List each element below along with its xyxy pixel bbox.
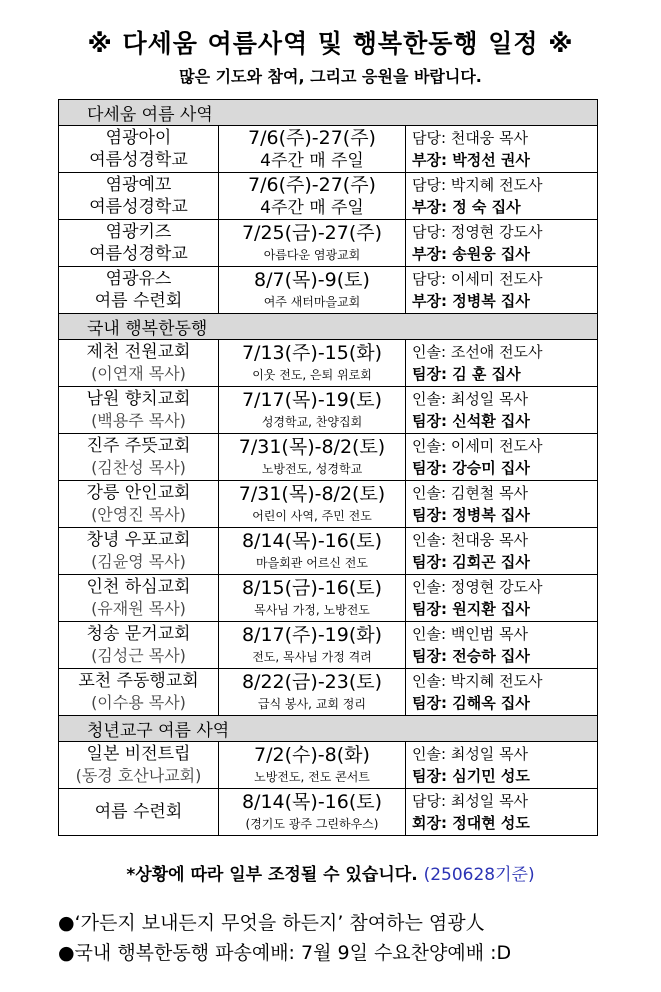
staff-leader-value: 이세미 전도사 bbox=[450, 437, 543, 455]
staff-head-value: 송원웅 집사 bbox=[452, 245, 530, 263]
event-date-cell bbox=[219, 669, 406, 716]
event-staff-cell bbox=[406, 669, 598, 716]
event-date: 8/15(금)-16(토) bbox=[241, 576, 383, 599]
event-staff-cell bbox=[406, 622, 598, 669]
staff-leader-value: 최성일 목사 bbox=[450, 745, 529, 763]
staff-head-label: 팀장: bbox=[412, 600, 447, 618]
staff-leader-label: 인솔: bbox=[412, 437, 447, 455]
section-header: 다세움 여름 사역 bbox=[59, 100, 598, 126]
event-date-cell bbox=[219, 789, 406, 836]
staff-leader bbox=[412, 670, 597, 692]
staff-leader-value: 박지혜 전도사 bbox=[450, 176, 543, 194]
event-date-cell bbox=[219, 173, 406, 220]
event-name: 인천 하심교회 bbox=[86, 577, 191, 597]
event-name-cell bbox=[59, 387, 219, 434]
event-name-cell bbox=[59, 434, 219, 481]
event-date: 8/7(목)-9(토) bbox=[254, 268, 370, 291]
staff-leader-label: 인솔: bbox=[412, 745, 447, 763]
section-header-row bbox=[59, 100, 598, 126]
staff-head bbox=[412, 363, 597, 385]
event-date-cell bbox=[219, 575, 406, 622]
staff-leader-label: 담당: bbox=[412, 129, 447, 147]
staff-head-value: 원지환 집사 bbox=[452, 600, 530, 618]
event-name-cell bbox=[59, 481, 219, 528]
schedule-table bbox=[58, 99, 598, 836]
staff-leader-label: 담당: bbox=[412, 176, 447, 194]
staff-head-value: 김 훈 집사 bbox=[452, 365, 521, 383]
staff-head-label: 부장: bbox=[412, 245, 447, 263]
event-subname: 여름 수련회 bbox=[94, 291, 183, 311]
event-name-cell bbox=[59, 528, 219, 575]
event-date: 7/25(금)-27(주) bbox=[241, 221, 383, 244]
staff-head-label: 팀장: bbox=[412, 694, 447, 712]
event-name-cell bbox=[59, 267, 219, 314]
event-subname: (이수용 목사) bbox=[91, 693, 186, 712]
staff-head bbox=[412, 149, 597, 171]
table-row bbox=[59, 173, 598, 220]
event-subname: 여름성경학교 bbox=[89, 150, 188, 170]
staff-head-label: 팀장: bbox=[412, 767, 447, 785]
event-subname: 여름성경학교 bbox=[89, 197, 188, 217]
staff-leader-value: 정영현 강도사 bbox=[450, 223, 543, 241]
table-row bbox=[59, 340, 598, 387]
event-name-cell bbox=[59, 575, 219, 622]
staff-leader bbox=[412, 623, 597, 645]
staff-leader-value: 정영현 강도사 bbox=[450, 578, 543, 596]
event-date: 7/31(목)-8/2(토) bbox=[238, 435, 386, 458]
event-detail: 4주간 매 주일 bbox=[260, 150, 364, 171]
event-date-cell bbox=[219, 340, 406, 387]
event-detail: 마을회관 어르신 전도 bbox=[256, 555, 368, 570]
event-date: 7/6(주)-27(주) bbox=[248, 126, 376, 149]
staff-head bbox=[412, 457, 597, 479]
event-detail: 어린이 사역, 주민 전도 bbox=[252, 508, 372, 523]
staff-leader-label: 인솔: bbox=[412, 672, 447, 690]
staff-head-value: 박정선 권사 bbox=[452, 151, 530, 169]
staff-leader-value: 조선애 전도사 bbox=[450, 343, 543, 361]
event-detail: 이웃 전도, 은퇴 위로회 bbox=[252, 367, 372, 382]
staff-head-label: 팀장: bbox=[412, 553, 447, 571]
staff-leader bbox=[412, 268, 597, 290]
event-subname: (안영진 목사) bbox=[91, 505, 186, 524]
staff-leader bbox=[412, 576, 597, 598]
staff-head-value: 신석환 집사 bbox=[452, 412, 530, 430]
bullet-sending-service: ●국내 행복한동행 파송예배: 7월 9일 수요찬양예배 :D bbox=[58, 942, 512, 964]
page-subtitle: 많은 기도와 참여, 그리고 응원을 바랍니다. bbox=[179, 67, 482, 86]
staff-head-value: 김해옥 집사 bbox=[452, 694, 530, 712]
event-name: 여름 수련회 bbox=[94, 802, 183, 822]
staff-leader-label: 인솔: bbox=[412, 343, 447, 361]
staff-head bbox=[412, 598, 597, 620]
event-detail: 목사님 가정, 노방전도 bbox=[254, 602, 370, 617]
event-date-cell bbox=[219, 126, 406, 173]
event-name: 포천 주동행교회 bbox=[78, 671, 199, 691]
section-header-row bbox=[59, 716, 598, 742]
staff-leader-label: 인솔: bbox=[412, 578, 447, 596]
table-row bbox=[59, 434, 598, 481]
event-staff-cell bbox=[406, 789, 598, 836]
event-subname: (이연재 목사) bbox=[91, 364, 186, 383]
event-staff-cell bbox=[406, 575, 598, 622]
staff-head bbox=[412, 504, 597, 526]
staff-leader-value: 천대웅 목사 bbox=[450, 531, 529, 549]
staff-leader-value: 최성일 목사 bbox=[450, 390, 529, 408]
staff-head bbox=[412, 692, 597, 714]
staff-head bbox=[412, 812, 597, 834]
event-date: 7/31(목)-8/2(토) bbox=[238, 482, 386, 505]
event-staff-cell bbox=[406, 173, 598, 220]
footnote bbox=[0, 860, 661, 885]
staff-head-value: 정대현 성도 bbox=[452, 814, 530, 832]
staff-leader-label: 담당: bbox=[412, 223, 447, 241]
staff-leader-value: 박지혜 전도사 bbox=[450, 672, 543, 690]
event-detail: 급식 봉사, 교회 정리 bbox=[258, 696, 366, 711]
event-date-cell bbox=[219, 220, 406, 267]
event-date-cell bbox=[219, 434, 406, 481]
section-header-row bbox=[59, 314, 598, 340]
event-name: 일본 비전트립 bbox=[86, 744, 191, 764]
table-row bbox=[59, 742, 598, 789]
event-date: 7/6(주)-27(주) bbox=[248, 173, 376, 196]
staff-leader-value: 최성일 목사 bbox=[450, 792, 529, 810]
staff-head-label: 팀장: bbox=[412, 365, 447, 383]
staff-leader-value: 천대웅 목사 bbox=[450, 129, 529, 147]
event-date-cell bbox=[219, 267, 406, 314]
staff-leader-label: 담당: bbox=[412, 270, 447, 288]
staff-leader bbox=[412, 174, 597, 196]
footnote-date-stamp: (250628기준) bbox=[423, 865, 535, 885]
staff-head bbox=[412, 551, 597, 573]
staff-leader bbox=[412, 221, 597, 243]
staff-leader bbox=[412, 743, 597, 765]
event-detail: 전도, 목사님 가정 격려 bbox=[252, 649, 372, 664]
event-name-cell bbox=[59, 220, 219, 267]
event-staff-cell bbox=[406, 220, 598, 267]
staff-head-value: 강승미 집사 bbox=[452, 459, 530, 477]
event-subname: (김찬성 목사) bbox=[91, 458, 186, 477]
table-row bbox=[59, 622, 598, 669]
event-subname: (유재원 목사) bbox=[91, 599, 186, 618]
event-detail: (경기도 광주 그린하우스) bbox=[245, 816, 379, 831]
event-name-cell bbox=[59, 340, 219, 387]
event-detail: 여주 새터마을교회 bbox=[263, 294, 361, 309]
table-row bbox=[59, 575, 598, 622]
event-date-cell bbox=[219, 622, 406, 669]
event-subname: (백용주 목사) bbox=[91, 411, 186, 430]
event-staff-cell bbox=[406, 267, 598, 314]
staff-leader-label: 인솔: bbox=[412, 531, 447, 549]
event-name-cell bbox=[59, 669, 219, 716]
staff-leader-label: 인솔: bbox=[412, 625, 447, 643]
event-name-cell bbox=[59, 126, 219, 173]
event-detail: 성경학교, 찬양집회 bbox=[261, 414, 363, 429]
staff-head-value: 심기민 성도 bbox=[452, 767, 530, 785]
event-subname: (김성근 목사) bbox=[91, 646, 186, 665]
staff-head-label: 회장: bbox=[412, 814, 447, 832]
event-name: 염광예꼬 bbox=[105, 175, 172, 195]
table-row bbox=[59, 126, 598, 173]
staff-head bbox=[412, 765, 597, 787]
staff-head-value: 김회곤 집사 bbox=[452, 553, 530, 571]
event-name: 강릉 안인교회 bbox=[86, 483, 191, 503]
event-name: 청송 문거교회 bbox=[86, 624, 191, 644]
staff-leader-value: 김현철 목사 bbox=[450, 484, 529, 502]
event-name: 염광아이 bbox=[105, 128, 172, 148]
event-name-cell bbox=[59, 173, 219, 220]
event-date: 7/13(주)-15(화) bbox=[241, 341, 383, 364]
staff-head-label: 팀장: bbox=[412, 412, 447, 430]
staff-head-label: 부장: bbox=[412, 151, 447, 169]
event-name: 남원 향치교회 bbox=[86, 389, 191, 409]
table-row bbox=[59, 481, 598, 528]
table-row bbox=[59, 220, 598, 267]
staff-head-label: 팀장: bbox=[412, 506, 447, 524]
staff-head-value: 정 숙 집사 bbox=[452, 198, 521, 216]
event-detail: 노방전도, 성경학교 bbox=[261, 461, 363, 476]
staff-leader-value: 백인범 목사 bbox=[450, 625, 529, 643]
staff-leader bbox=[412, 388, 597, 410]
table-row bbox=[59, 267, 598, 314]
event-name-cell bbox=[59, 622, 219, 669]
event-staff-cell bbox=[406, 434, 598, 481]
staff-leader-label: 담당: bbox=[412, 792, 447, 810]
staff-head bbox=[412, 196, 597, 218]
event-staff-cell bbox=[406, 528, 598, 575]
event-name: 진주 주뜻교회 bbox=[86, 436, 191, 456]
bullet-slogan: ●‘가든지 보내든지 무엇을 하든지’ 참여하는 염광人 bbox=[58, 912, 485, 934]
event-name: 염광유스 bbox=[105, 269, 172, 289]
event-name: 염광키즈 bbox=[105, 222, 172, 242]
event-date: 7/17(목)-19(토) bbox=[241, 388, 383, 411]
staff-leader bbox=[412, 341, 597, 363]
staff-leader bbox=[412, 790, 597, 812]
table-row bbox=[59, 528, 598, 575]
page-title: ※ 다세움 여름사역 및 행복한동행 일정 ※ bbox=[87, 29, 574, 58]
event-subname: 여름성경학교 bbox=[89, 244, 188, 264]
staff-head-value: 전승하 집사 bbox=[452, 647, 530, 665]
event-staff-cell bbox=[406, 340, 598, 387]
staff-head-label: 부장: bbox=[412, 198, 447, 216]
event-date-cell bbox=[219, 387, 406, 434]
staff-leader bbox=[412, 127, 597, 149]
event-name: 창녕 우포교회 bbox=[86, 530, 191, 550]
event-subname: (김윤영 목사) bbox=[91, 552, 186, 571]
event-subname: (동경 호산나교회) bbox=[75, 766, 202, 785]
staff-head-label: 부장: bbox=[412, 292, 447, 310]
event-detail: 4주간 매 주일 bbox=[260, 197, 364, 218]
section-header: 국내 행복한동행 bbox=[59, 314, 598, 340]
event-date: 8/17(주)-19(화) bbox=[241, 623, 383, 646]
staff-leader bbox=[412, 482, 597, 504]
event-staff-cell bbox=[406, 126, 598, 173]
staff-head bbox=[412, 410, 597, 432]
section-header: 청년교구 여름 사역 bbox=[59, 716, 598, 742]
event-date: 7/2(수)-8(화) bbox=[254, 743, 370, 766]
event-date-cell bbox=[219, 481, 406, 528]
event-date: 8/14(목)-16(토) bbox=[241, 529, 383, 552]
table-row bbox=[59, 789, 598, 836]
staff-leader-label: 인솔: bbox=[412, 390, 447, 408]
event-name-cell bbox=[59, 789, 219, 836]
event-date: 8/14(목)-16(토) bbox=[241, 790, 383, 813]
staff-leader-label: 인솔: bbox=[412, 484, 447, 502]
staff-leader bbox=[412, 529, 597, 551]
event-detail: 아름다운 염광교회 bbox=[263, 247, 361, 262]
table-row bbox=[59, 669, 598, 716]
event-date-cell bbox=[219, 528, 406, 575]
event-name-cell bbox=[59, 742, 219, 789]
staff-head bbox=[412, 290, 597, 312]
staff-head bbox=[412, 645, 597, 667]
event-staff-cell bbox=[406, 481, 598, 528]
staff-head-label: 팀장: bbox=[412, 459, 447, 477]
event-date: 8/22(금)-23(토) bbox=[241, 670, 383, 693]
event-date-cell bbox=[219, 742, 406, 789]
event-name: 제천 전원교회 bbox=[86, 342, 191, 362]
table-row bbox=[59, 387, 598, 434]
event-detail: 노방전도, 전도 콘서트 bbox=[254, 769, 370, 784]
staff-head-label: 팀장: bbox=[412, 647, 447, 665]
footnote-text: *상황에 따라 일부 조정될 수 있습니다. bbox=[126, 865, 418, 885]
staff-head-value: 정병복 집사 bbox=[452, 506, 530, 524]
event-staff-cell bbox=[406, 742, 598, 789]
staff-leader-value: 이세미 전도사 bbox=[450, 270, 543, 288]
event-staff-cell bbox=[406, 387, 598, 434]
staff-head-value: 정병복 집사 bbox=[452, 292, 530, 310]
staff-head bbox=[412, 243, 597, 265]
staff-leader bbox=[412, 435, 597, 457]
